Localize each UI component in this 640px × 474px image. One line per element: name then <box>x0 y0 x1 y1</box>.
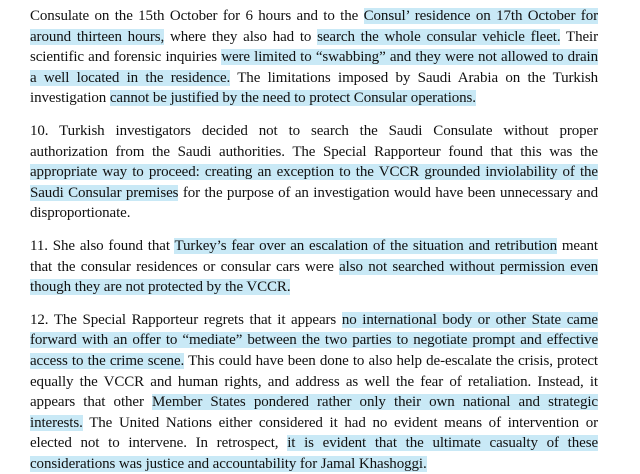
highlighted-text: were limited to “swabbing” and they were not allowed to drain a well located in the residence. <box>30 49 598 86</box>
text-segment: The United Nations either considered it had no evident means of intervention or elected not to intervene. In retrospect, <box>30 414 598 452</box>
paragraph-12 <box>30 310 598 474</box>
paragraph-9-continued <box>30 6 598 109</box>
text-segment: Consulate on the 15th October for 6 hours and to the <box>30 8 364 24</box>
highlighted-text: Consul’ residence on 17th October for around thirteen hours, <box>30 8 598 45</box>
highlighted-text: it is evident that the ultimate casualty of these considerations was justice and accountability for Jamal Khashoggi. <box>30 435 598 472</box>
paragraph-11 <box>30 236 598 298</box>
paragraph-10 <box>30 121 598 224</box>
text-segment: for the purpose of an investigation would have been unnecessary and disproportionate. <box>30 184 598 222</box>
highlighted-text: cannot be justified by the need to protect Consular operations. <box>109 90 476 107</box>
highlighted-text: Member States pondered rather only their own national and strategic interests. <box>30 394 598 431</box>
text-segment: The limitations imposed by Saudi Arabia on the Turkish investigation <box>30 69 599 107</box>
document-page <box>30 6 598 474</box>
text-segment: meant that the consular residences or consular cars were <box>30 237 598 275</box>
text-segment: 10. Turkish investigators decided not to search the Saudi Consulate without proper authorization from the Saudi authorities. The Special Rapporteur found that this was the <box>30 122 598 160</box>
text-segment: where they also had to <box>164 28 318 45</box>
highlighted-text: Turkey’s fear over an escalation of the situation and retribution <box>174 237 557 254</box>
text-segment: 11. She also found that <box>30 237 175 254</box>
text-segment: 12. The Special Rapporteur regrets that it appears <box>30 311 342 328</box>
highlighted-text: also not searched without permission even though they are not protected by the VCCR. <box>30 258 598 296</box>
highlighted-text: no international body or other State came forward with an offer to “mediate” between the two parties to negotiate prompt and effective access to the crime scene. <box>30 311 598 369</box>
text-segment: This could have been done to also help de-escalate the crisis, protect equally the VCCR and human rights, and address as well the fear of retaliation. Instead, it appears that other <box>30 352 598 411</box>
highlighted-text: search the whole consular vehicle fleet. <box>317 28 561 45</box>
highlighted-text: appropriate way to proceed: creating an exception to the VCCR grounded inviolability of the Saudi Consular premises <box>30 164 598 201</box>
text-segment: Their scientific and forensic inquiries <box>30 28 598 66</box>
